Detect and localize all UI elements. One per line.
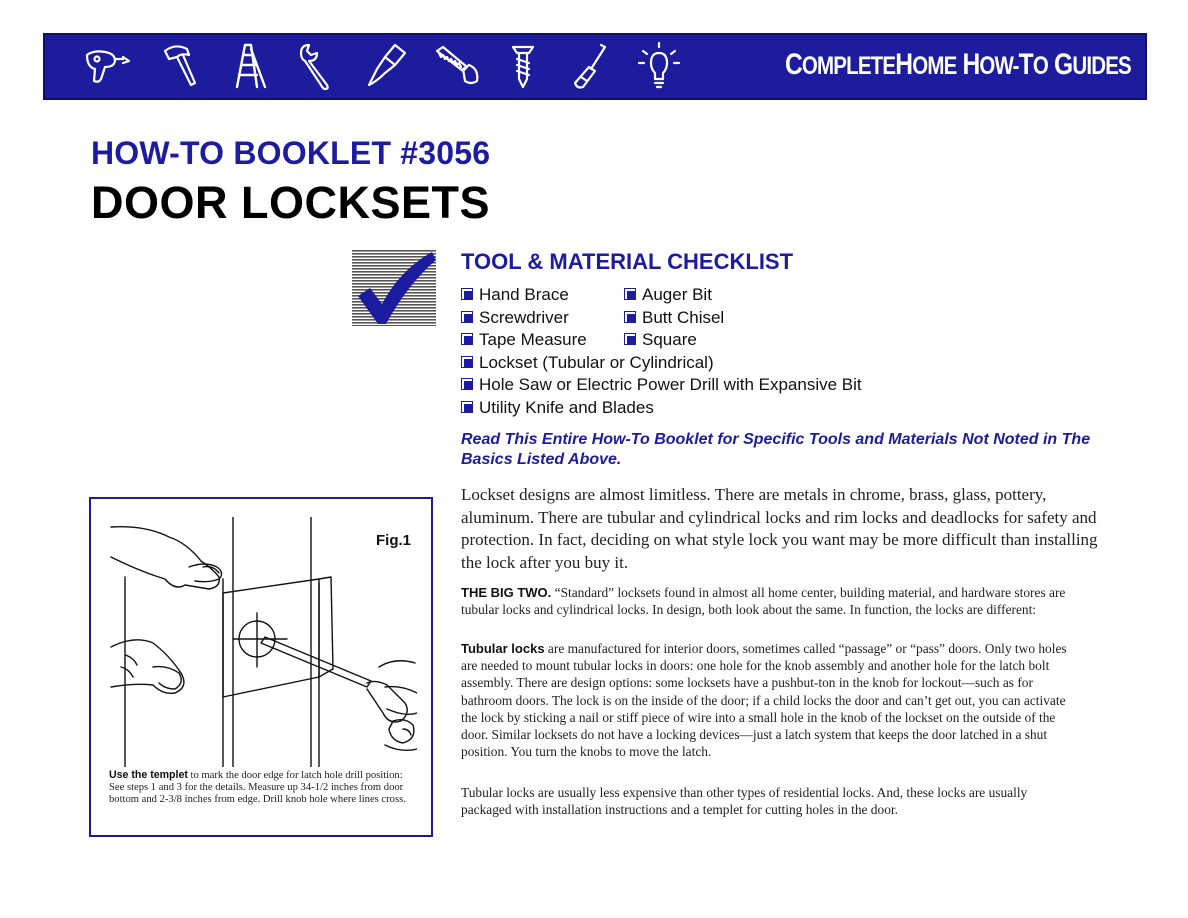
screwdriver-icon (567, 41, 611, 91)
hammer-icon (159, 41, 203, 91)
checklist-item: Lockset (Tubular or Cylindrical) (461, 352, 714, 375)
figure-label: Fig.1 (375, 532, 411, 549)
checklist-item: Utility Knife and Blades (461, 397, 654, 420)
checklist-item: Screwdriver (461, 307, 624, 330)
checklist-title: TOOL & MATERIAL CHECKLIST (461, 249, 794, 274)
header-banner (43, 33, 1147, 100)
checklist-row (461, 374, 862, 397)
tool-icons-row (81, 41, 701, 93)
paintbrush-icon (365, 41, 409, 91)
figure-box (89, 497, 433, 837)
checkbox-icon (461, 401, 473, 413)
checklist-item: Hole Saw or Electric Power Drill with Expansive Bit (461, 374, 862, 397)
checklist-item: Hand Brace (461, 284, 624, 307)
checklist-row (461, 352, 862, 375)
brand-logo: COMPLETEHOME HOW-TO GUIDES (785, 48, 1131, 81)
drill-icon (81, 41, 131, 91)
checklist-item: Square (624, 329, 697, 352)
checkbox-icon (461, 378, 473, 390)
checklist-item: Tape Measure (461, 329, 624, 352)
figure-caption: Use the templet to mark the door edge for latch hole drill position: See steps 1 and 3 for the details. Measure up 34-1/2 inches from door bottom and 2-3/8 inches from edge. Drill knob hole where lines cross. (109, 769, 406, 806)
checkbox-icon (624, 311, 636, 323)
checkbox-icon (461, 333, 473, 345)
checklist-row (461, 307, 862, 330)
body-paragraph: Tubular locks are manufactured for interior doors, sometimes called “passage” or “pass” doors. Only two holes are needed to mount tubular locks in doors: one hole for the knob assembly and another hole for the latch bolt assembly. There are design options: some locksets have a pushbut-ton in the knob for lockout—such as for bathroom doors. The lock is on the inside of the door; if a child locks the door and can’t get out, you can activate the lock by sticking a nail or stiff piece of wire into a small hole in the knob of the lockset on the outside of the door. Similar locksets do not have a locking devices—just a latch system that keeps the door latched in a shut position. You turn the knobs to move the latch. (461, 641, 1067, 760)
caption-lead: Use the templet (109, 769, 188, 781)
saw-icon (433, 41, 483, 91)
door-templet-illustration (105, 517, 417, 767)
body-paragraph: Tubular locks are usually less expensive than other types of residential locks. And, these locks are usually packaged with installation instructions and a templet for cutting holes in the door. (461, 785, 1028, 818)
body-paragraph: THE BIG TWO. “Standard” locksets found in almost all home center, building material, and hardware stores are tubular locks and cylindrical locks. In design, both look about the same. In function, the locks are different: (461, 585, 1066, 618)
read-note: Read This Entire How-To Booklet for Specific Tools and Materials Not Noted in The Basics Listed Above. (461, 431, 1091, 468)
checklist (461, 284, 862, 419)
checkbox-icon (624, 333, 636, 345)
page-title: DOOR LOCKSETS (91, 177, 491, 228)
intro-paragraph: Lockset designs are almost limitless. There are metals in chrome, brass, glass, pottery, aluminum. There are tubular and cylindrical locks and rim locks and deadlocks for safety and protection. In fact, deciding on what style lock you want may be more difficult than installing the lock after you buy it. (461, 485, 1098, 572)
booklet-number: HOW-TO BOOKLET #3056 (91, 135, 491, 171)
checklist-item: Auger Bit (624, 284, 712, 307)
checklist-item: Butt Chisel (624, 307, 724, 330)
checklist-row (461, 397, 862, 420)
checkmark-icon (352, 250, 436, 326)
checkbox-icon (461, 356, 473, 368)
ladder-icon (227, 41, 271, 91)
checklist-row (461, 284, 862, 307)
lightbulb-icon (633, 41, 683, 91)
checkbox-icon (461, 311, 473, 323)
screw-icon (505, 41, 545, 91)
checkbox-icon (624, 288, 636, 300)
paragraph-lead: THE BIG TWO. (461, 585, 552, 600)
checklist-row (461, 329, 862, 352)
checkbox-icon (461, 288, 473, 300)
wrench-icon (295, 41, 339, 91)
paragraph-lead: Tubular locks (461, 641, 545, 656)
